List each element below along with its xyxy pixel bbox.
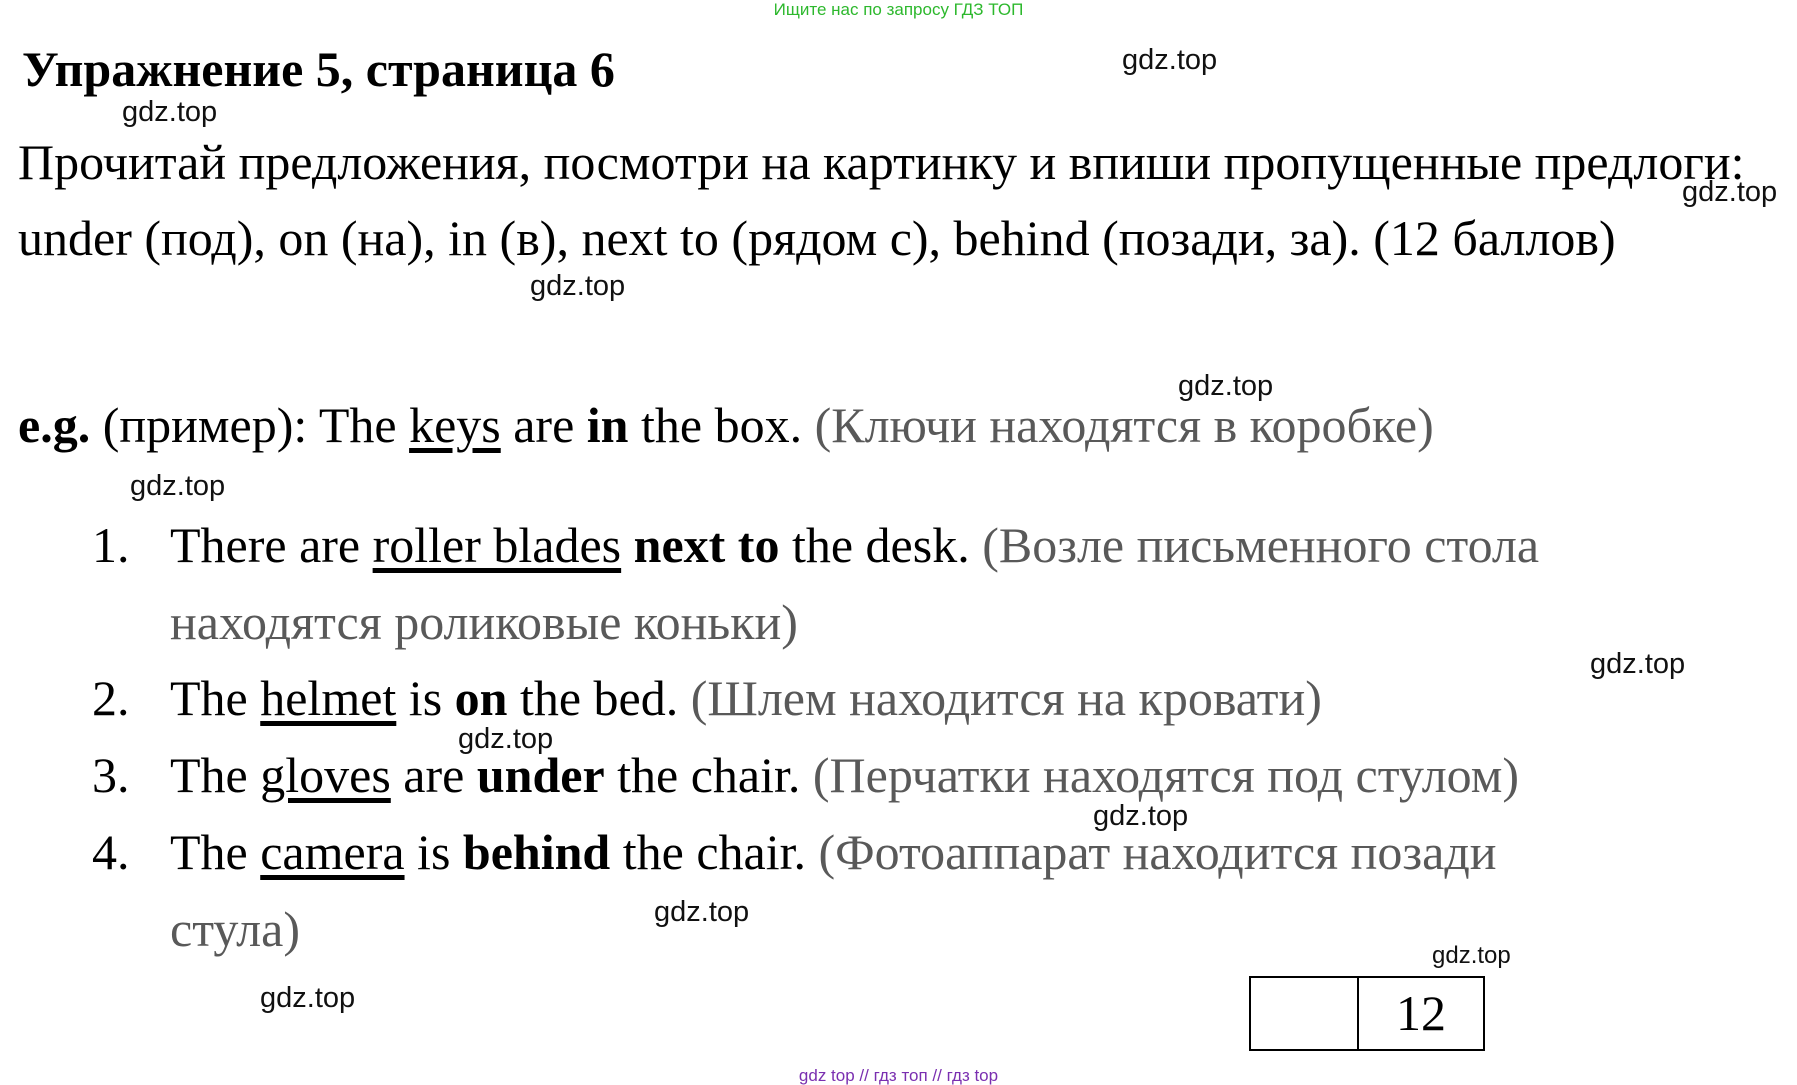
watermark: gdz.top xyxy=(260,982,356,1014)
item-4-number: 4. xyxy=(92,824,130,880)
exercise-instruction: Прочитай предложения, посмотри на картинку и впиши пропущенные предлоги: under (под), on (на), in (в), next to (рядом с), behind (позади, за). (12 баллов) xyxy=(18,134,1745,266)
example-translation: (Ключи находятся в коробке) xyxy=(814,397,1434,453)
item-2-sentence xyxy=(170,670,1322,726)
example-verb: are xyxy=(500,397,587,453)
item-4-mid: is xyxy=(404,824,463,880)
item-1-noun: roller blades xyxy=(372,517,622,573)
score-empty-cell xyxy=(1251,978,1359,1049)
example-rest: the box. xyxy=(628,397,815,453)
watermark: gdz.top xyxy=(1590,648,1686,680)
watermark: gdz.top xyxy=(130,470,226,502)
example-noun: keys xyxy=(409,397,501,453)
item-1-translation: (Возле письменного стола xyxy=(982,517,1540,573)
example-intro: (пример): The xyxy=(90,397,410,453)
bottom-note: gdz top // гдз топ // гдз top xyxy=(798,1066,999,1085)
item-4-sentence xyxy=(170,824,1497,880)
item-2-rest: the bed. xyxy=(507,670,691,726)
watermark: gdz.top xyxy=(530,270,626,302)
watermark: gdz.top xyxy=(1682,176,1778,208)
example-line xyxy=(18,397,1434,453)
item-3-sentence xyxy=(170,747,1519,803)
item-4-noun: camera xyxy=(260,824,405,880)
item-4-pre: The xyxy=(170,824,261,880)
item-1-mid xyxy=(621,517,634,573)
watermark: gdz.top xyxy=(1122,44,1218,76)
item-2-noun: helmet xyxy=(260,670,397,726)
item-4-rest: the chair. xyxy=(610,824,819,880)
item-1-translation-cont: находятся роликовые коньки) xyxy=(170,594,798,650)
score-value: 12 xyxy=(1396,985,1446,1041)
item-1-number: 1. xyxy=(92,517,130,573)
item-1-rest: the desk. xyxy=(779,517,983,573)
item-1-pre: There are xyxy=(170,517,373,573)
watermark: gdz.top xyxy=(654,896,750,928)
item-3-pre: The xyxy=(170,747,261,803)
item-2-number: 2. xyxy=(92,670,130,726)
item-1-sentence xyxy=(170,517,1540,573)
example-preposition: in xyxy=(586,397,629,453)
item-4-translation-cont: стула) xyxy=(170,901,300,957)
item-2-preposition: on xyxy=(454,670,508,726)
top-note: Ищите нас по запросу ГДЗ ТОП xyxy=(773,0,1024,19)
item-2-pre: The xyxy=(170,670,261,726)
item-3-translation: (Перчатки находятся под стулом) xyxy=(812,747,1519,803)
watermark: gdz.top xyxy=(1178,370,1274,402)
score-box xyxy=(1249,976,1485,1051)
item-3-noun: gloves xyxy=(260,747,391,803)
item-2-mid: is xyxy=(396,670,455,726)
item-3-preposition: under xyxy=(476,747,605,803)
item-1-preposition: next to xyxy=(633,517,780,573)
item-3-rest: the chair. xyxy=(604,747,813,803)
exercise-title: Упражнение 5, страница 6 xyxy=(22,41,615,97)
watermark: gdz.top xyxy=(122,96,218,128)
watermark: gdz.top xyxy=(1432,942,1511,969)
item-4-translation: (Фотоаппарат находится позади xyxy=(818,824,1497,880)
example-label: e.g. xyxy=(18,397,91,453)
item-3-number: 3. xyxy=(92,747,130,803)
watermark: gdz.top xyxy=(458,723,554,755)
item-2-translation: (Шлем находится на кровати) xyxy=(690,670,1322,726)
item-3-mid: are xyxy=(390,747,477,803)
item-4-preposition: behind xyxy=(462,824,611,880)
watermark: gdz.top xyxy=(1093,800,1189,832)
